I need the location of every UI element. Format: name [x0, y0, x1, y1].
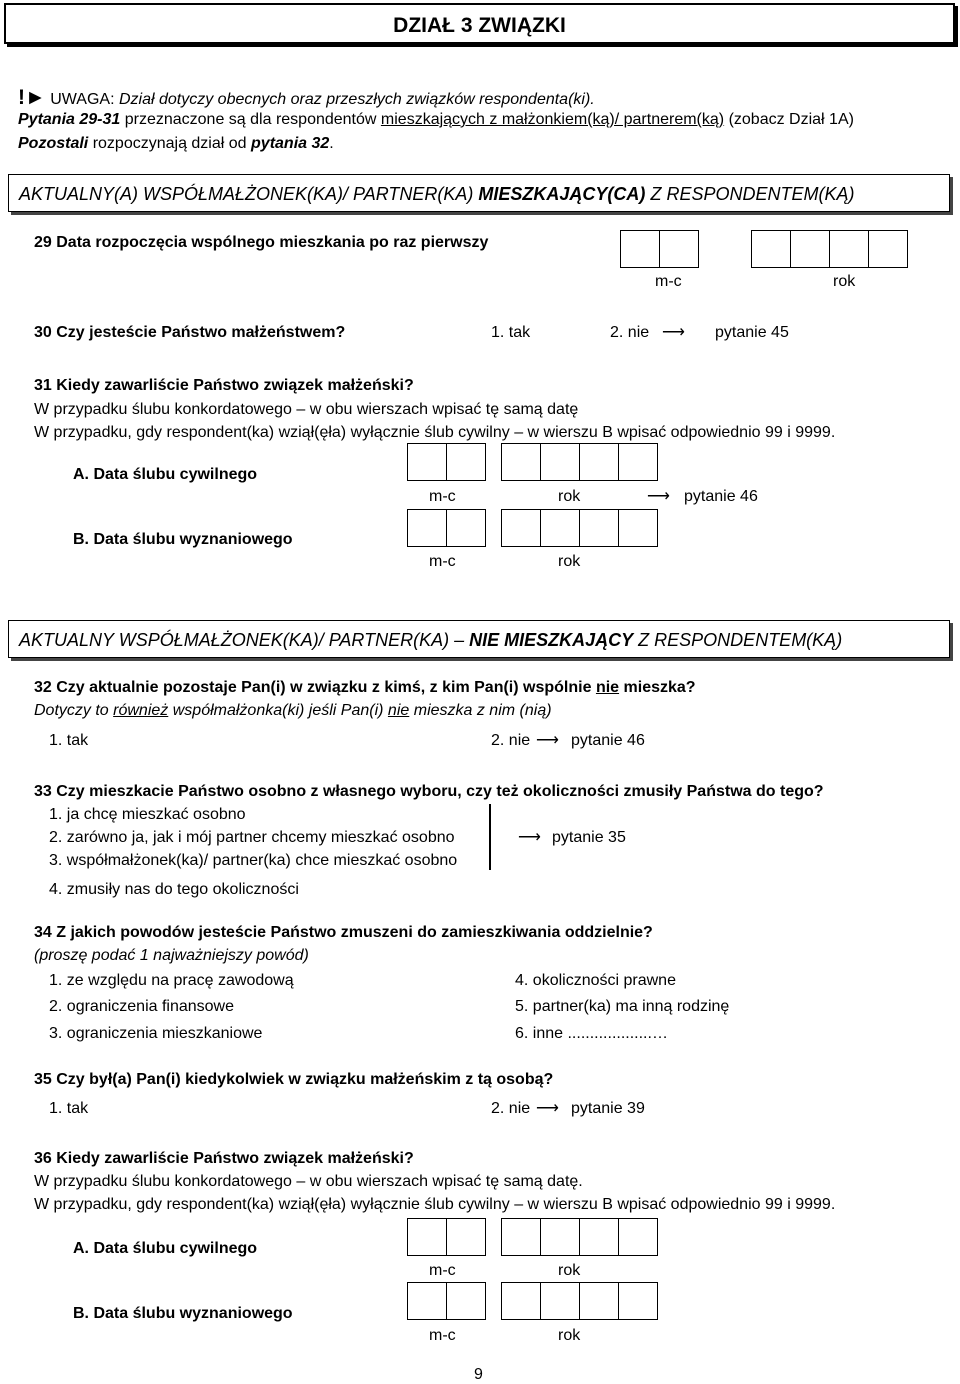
section-title-box — [4, 3, 955, 44]
q31-b-year-boxes[interactable] — [501, 509, 658, 547]
q31-b-month-label: m-c — [429, 553, 456, 570]
section2-part-a: AKTUALNY WSPÓŁMAŁŻONEK(KA)/ PARTNER(KA) – — [19, 630, 465, 650]
q32-text-b: mieszka? — [623, 679, 696, 696]
q32-question — [34, 679, 696, 697]
q31-civil-label: A. Data ślubu cywilnego — [73, 466, 258, 483]
q35-option-yes[interactable]: 1. tak — [49, 1100, 89, 1117]
q36-a-year-boxes[interactable] — [501, 1218, 658, 1256]
digit-box[interactable] — [540, 1282, 580, 1320]
notice-others: Pozostali — [18, 135, 89, 152]
q34-question: 34 Z jakich powodów jesteście Państwo zmuszeni do zamieszkiwania oddzielnie? — [34, 924, 653, 941]
section-header-living-together — [8, 174, 950, 212]
digit-box[interactable] — [540, 443, 580, 481]
q36-b-year-label: rok — [558, 1327, 581, 1344]
digit-box[interactable] — [501, 443, 541, 481]
notice-text-c: rozpoczynają dział od — [92, 135, 247, 152]
arrow-right-icon: ⟶ — [662, 324, 685, 341]
notice-line-1 — [18, 86, 595, 110]
q29-question: 29 Data rozpoczęcia wspólnego mieszkania po raz pierwszy — [34, 234, 489, 251]
digit-box[interactable] — [407, 1218, 447, 1256]
digit-box[interactable] — [446, 1218, 486, 1256]
q32-text-a: 32 Czy aktualnie pozostaje Pan(i) w związku z kimś, z kim Pan(i) wspólnie — [34, 679, 592, 696]
digit-box[interactable] — [501, 1218, 541, 1256]
digit-box[interactable] — [446, 443, 486, 481]
q33-option-3[interactable]: 3. współmałżonek(ka)/ partner(ka) chce mieszkać osobno — [49, 852, 458, 869]
q31-a-month-label: m-c — [429, 488, 456, 505]
q32-option-no[interactable]: 2. nie — [491, 732, 531, 749]
q31-a-year-boxes[interactable] — [501, 443, 658, 481]
digit-box[interactable] — [618, 443, 658, 481]
digit-box[interactable] — [579, 443, 619, 481]
warning-icon: !► — [18, 86, 46, 109]
digit-box[interactable] — [751, 230, 791, 268]
q30-option-no[interactable]: 2. nie — [610, 324, 650, 341]
q34-option-2[interactable]: 2. ograniczenia finansowe — [49, 998, 235, 1015]
q34-option-5[interactable]: 5. partner(ka) ma inną rodzinę — [515, 998, 730, 1015]
q30-question: 30 Czy jesteście Państwo małżeństwem? — [34, 324, 346, 341]
q34-option-3[interactable]: 3. ograniczenia mieszkaniowe — [49, 1025, 263, 1042]
arrow-right-icon: ⟶ — [647, 488, 670, 505]
q36-note-1: W przypadku ślubu konkordatowego – w obu wierszach wpisać tę samą datę. — [34, 1173, 583, 1190]
section1-part-a: AKTUALNY(A) WSPÓŁMAŁŻONEK(KA)/ PARTNER(KA) — [19, 184, 474, 204]
q36-a-year-label: rok — [558, 1262, 581, 1279]
q36-b-month-boxes[interactable] — [407, 1282, 486, 1320]
arrow-right-icon: ⟶ — [518, 829, 541, 846]
digit-box[interactable] — [540, 1218, 580, 1256]
notice-line-2 — [18, 111, 854, 129]
digit-box[interactable] — [868, 230, 908, 268]
q32-text-underlined: nie — [595, 679, 620, 696]
q30-goto: pytanie 45 — [715, 324, 789, 341]
q33-question: 33 Czy mieszkacie Państwo osobno z własnego wyboru, czy też okoliczności zmusiły Państwa do tego? — [34, 783, 824, 800]
digit-box[interactable] — [579, 1218, 619, 1256]
q35-goto: pytanie 39 — [571, 1100, 645, 1117]
q36-b-month-label: m-c — [429, 1327, 456, 1344]
notice-line-3 — [18, 135, 334, 153]
q31-religious-label: B. Data ślubu wyznaniowego — [73, 531, 293, 548]
q34-option-6[interactable]: 6. inne ...................… — [515, 1025, 668, 1042]
q31-goto: pytanie 46 — [684, 488, 758, 505]
q32-goto: pytanie 46 — [571, 732, 645, 749]
digit-box[interactable] — [501, 509, 541, 547]
q34-option-1[interactable]: 1. ze względu na pracę zawodową — [49, 972, 294, 989]
notice-label: UWAGA: — [50, 91, 115, 108]
q33-option-1[interactable]: 1. ja chcę mieszkać osobno — [49, 806, 246, 823]
digit-box[interactable] — [620, 230, 660, 268]
q31-b-year-label: rok — [558, 553, 581, 570]
digit-box[interactable] — [501, 1282, 541, 1320]
digit-box[interactable] — [407, 509, 447, 547]
notice-question-ref: pytania 32 — [251, 135, 330, 152]
digit-box[interactable] — [790, 230, 830, 268]
digit-box[interactable] — [407, 1282, 447, 1320]
q29-year-label: rok — [833, 273, 856, 290]
notice-text-b: (zobacz Dział 1A) — [728, 111, 854, 128]
section1-part-b: MIESZKAJĄCY(CA) — [478, 184, 646, 204]
section2-part-c: Z RESPONDENTEM(KĄ) — [638, 630, 843, 650]
digit-box[interactable] — [446, 1282, 486, 1320]
q36-a-month-label: m-c — [429, 1262, 456, 1279]
section1-part-c: Z RESPONDENTEM(KĄ) — [650, 184, 855, 204]
section-title: DZIAŁ 3 ZWIĄZKI — [393, 14, 566, 37]
q36-b-year-boxes[interactable] — [501, 1282, 658, 1320]
arrow-right-icon: ⟶ — [536, 1100, 559, 1117]
q31-question: 31 Kiedy zawarliście Państwo związek małżeński? — [34, 377, 414, 394]
arrow-right-icon: ⟶ — [536, 732, 559, 749]
q31-note-2: W przypadku, gdy respondent(ka) wziął(ęła) wyłącznie ślub cywilny – w wierszu B wpisać odpowiednio 99 i 9999. — [34, 424, 836, 441]
section2-part-b: NIE MIESZKAJĄCY — [469, 630, 634, 650]
digit-box[interactable] — [579, 1282, 619, 1320]
q35-question: 35 Czy był(a) Pan(i) kiedykolwiek w związku małżeńskim z tą osobą? — [34, 1071, 554, 1088]
digit-box[interactable] — [618, 1218, 658, 1256]
page-number: 9 — [474, 1366, 483, 1383]
q29-year-boxes[interactable] — [751, 230, 908, 268]
notice-text: Dział dotyczy obecnych oraz przeszłych związków respondenta(ki). — [118, 91, 595, 108]
q30-option-yes[interactable]: 1. tak — [491, 324, 531, 341]
q32-note-a: Dotyczy to — [34, 702, 109, 719]
section-header-living-apart — [8, 620, 950, 658]
digit-box[interactable] — [618, 509, 658, 547]
digit-box[interactable] — [407, 443, 447, 481]
digit-box[interactable] — [446, 509, 486, 547]
q36-civil-label: A. Data ślubu cywilnego — [73, 1240, 258, 1257]
q36-a-month-boxes[interactable] — [407, 1218, 486, 1256]
q33-option-4[interactable]: 4. zmusiły nas do tego okoliczności — [49, 881, 299, 898]
digit-box[interactable] — [618, 1282, 658, 1320]
q32-note-c: mieszka z nim (nią) — [413, 702, 552, 719]
q29-month-boxes[interactable] — [620, 230, 699, 268]
q31-a-year-label: rok — [558, 488, 581, 505]
digit-box[interactable] — [829, 230, 869, 268]
notice-period: . — [329, 135, 334, 152]
digit-box[interactable] — [659, 230, 699, 268]
q34-option-4[interactable]: 4. okoliczności prawne — [515, 972, 676, 989]
q31-a-month-boxes[interactable] — [407, 443, 486, 481]
q32-note-underlined-2: nie — [387, 702, 410, 719]
bracket-line — [489, 804, 491, 870]
q31-note-1: W przypadku ślubu konkordatowego – w obu wierszach wpisać tę samą datę — [34, 401, 579, 418]
q33-goto: pytanie 35 — [552, 829, 626, 846]
digit-box[interactable] — [540, 509, 580, 547]
q32-option-yes[interactable]: 1. tak — [49, 732, 89, 749]
notice-questions: Pytania 29-31 — [18, 111, 121, 128]
q36-question: 36 Kiedy zawarliście Państwo związek małżeński? — [34, 1150, 414, 1167]
q36-religious-label: B. Data ślubu wyznaniowego — [73, 1305, 293, 1322]
q34-note: (proszę podać 1 najważniejszy powód) — [34, 947, 309, 964]
q35-option-no[interactable]: 2. nie — [491, 1100, 531, 1117]
q32-note — [34, 702, 552, 720]
q32-note-b: współmałżonka(ki) jeśli Pan(i) — [172, 702, 384, 719]
notice-text-a: przeznaczone są dla respondentów — [124, 111, 377, 128]
q32-note-underlined-1: również — [113, 702, 169, 719]
q33-option-2[interactable]: 2. zarówno ja, jak i mój partner chcemy mieszkać osobno — [49, 829, 455, 846]
digit-box[interactable] — [579, 509, 619, 547]
q36-note-2: W przypadku, gdy respondent(ka) wziął(ęła) wyłącznie ślub cywilny – w wierszu B wpisać odpowiednio 99 i 9999. — [34, 1196, 836, 1213]
notice-text-underlined: mieszkających z małżonkiem(ką)/ partnerem(ką) — [380, 111, 725, 128]
q31-b-month-boxes[interactable] — [407, 509, 486, 547]
q29-month-label: m-c — [655, 273, 682, 290]
